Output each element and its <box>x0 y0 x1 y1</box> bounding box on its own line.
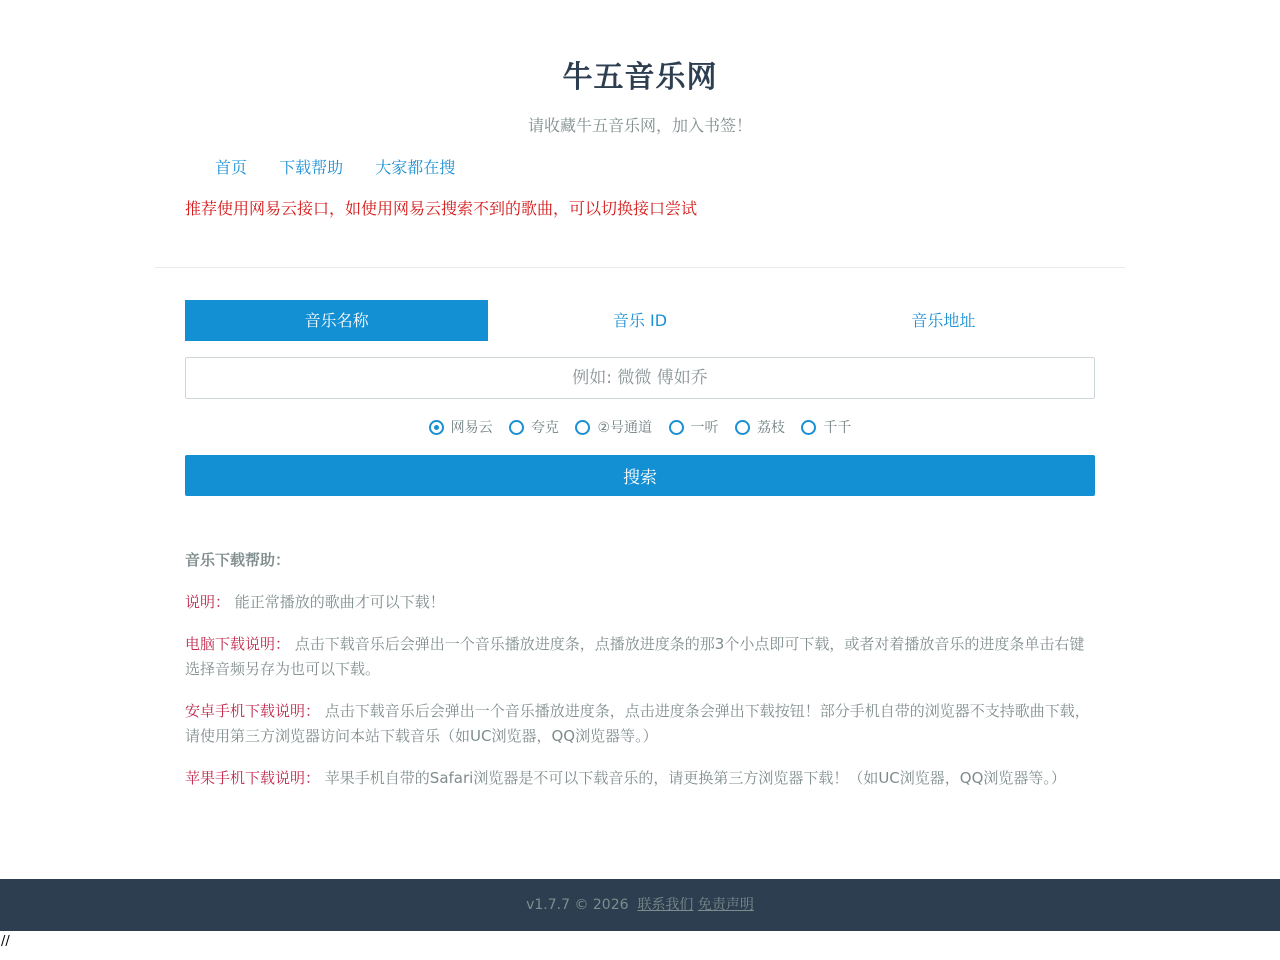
tab-music-url[interactable]: 音乐地址 <box>911 311 976 330</box>
radio-checked-icon[interactable] <box>429 420 444 435</box>
radio-unchecked-icon[interactable] <box>669 420 684 435</box>
help-item-label: 说明： <box>185 593 231 611</box>
radio-unchecked-icon[interactable] <box>801 420 816 435</box>
search-input[interactable] <box>185 357 1095 399</box>
source-option-qianqian[interactable] <box>801 417 851 437</box>
top-nav <box>215 155 482 178</box>
help-item <box>185 632 1097 682</box>
source-selector <box>0 417 1280 439</box>
source-option-channel-2[interactable] <box>575 417 652 437</box>
disclaimer-link[interactable]: 免责声明 <box>697 897 754 913</box>
interface-notice: 推荐使用网易云接口，如使用网易云搜索不到的歌曲，可以切换接口尝试 <box>185 199 698 218</box>
source-label: 夸克 <box>531 420 560 436</box>
radio-unchecked-icon[interactable] <box>575 420 590 435</box>
contact-link[interactable]: 联系我们 <box>637 897 694 913</box>
search-type-tabs <box>185 300 1095 341</box>
source-option-kuake[interactable] <box>509 417 559 437</box>
source-option-netease[interactable] <box>429 417 493 437</box>
help-item-text: 能正常播放的歌曲才可以下载！ <box>234 593 445 611</box>
source-label: 网易云 <box>450 420 493 436</box>
site-title: 牛五音乐网 <box>562 60 718 95</box>
radio-unchecked-icon[interactable] <box>735 420 750 435</box>
footer-version: v1.7.7 © 2026 <box>526 897 629 913</box>
source-option-yiting[interactable] <box>669 417 719 437</box>
nav-home-link[interactable]: 首页 <box>215 158 248 177</box>
radio-unchecked-icon[interactable] <box>509 420 524 435</box>
divider <box>155 267 1125 268</box>
tail-text: // <box>1 934 10 949</box>
help-item-text: 苹果手机自带的Safari浏览器是不可以下载音乐的，请更换第三方浏览器下载！（如UC浏览器，QQ浏览器等。） <box>324 769 1066 787</box>
source-label: 一听 <box>690 420 719 436</box>
tab-music-id[interactable]: 音乐 ID <box>612 311 668 330</box>
search-button[interactable]: 搜索 <box>185 455 1095 496</box>
help-item-text: 点击下载音乐后会弹出一个音乐播放进度条，点播放进度条的那3个小点即可下载，或者对着播放音乐的进度条单击右键选择音频另存为也可以下载。 <box>185 635 1085 678</box>
tab-music-name[interactable]: 音乐名称 <box>185 300 488 341</box>
help-item <box>185 766 1097 791</box>
help-item-label: 安卓手机下载说明： <box>185 702 321 720</box>
help-item-text: 点击下载音乐后会弹出一个音乐播放进度条，点击进度条会弹出下载按钮！部分手机自带的浏览器不支持歌曲下载，请使用第三方浏览器访问本站下载音乐（如UC浏览器，QQ浏览器等。） <box>185 702 1090 745</box>
site-subtitle: 请收藏牛五音乐网，加入书签！ <box>527 116 752 135</box>
source-label: ②号通道 <box>597 420 653 436</box>
nav-popular-search-link[interactable]: 大家都在搜 <box>375 158 456 177</box>
nav-download-help-link[interactable]: 下载帮助 <box>279 158 344 177</box>
source-label: 千千 <box>823 420 852 436</box>
footer <box>0 879 1280 931</box>
source-option-lizhi[interactable] <box>735 417 785 437</box>
download-help-section <box>185 548 1097 808</box>
help-item-label: 苹果手机下载说明： <box>185 769 321 787</box>
help-title: 音乐下载帮助： <box>185 551 291 569</box>
help-item <box>185 590 1097 615</box>
source-label: 荔枝 <box>756 420 785 436</box>
help-item <box>185 699 1097 749</box>
help-item-label: 电脑下载说明： <box>185 635 291 653</box>
